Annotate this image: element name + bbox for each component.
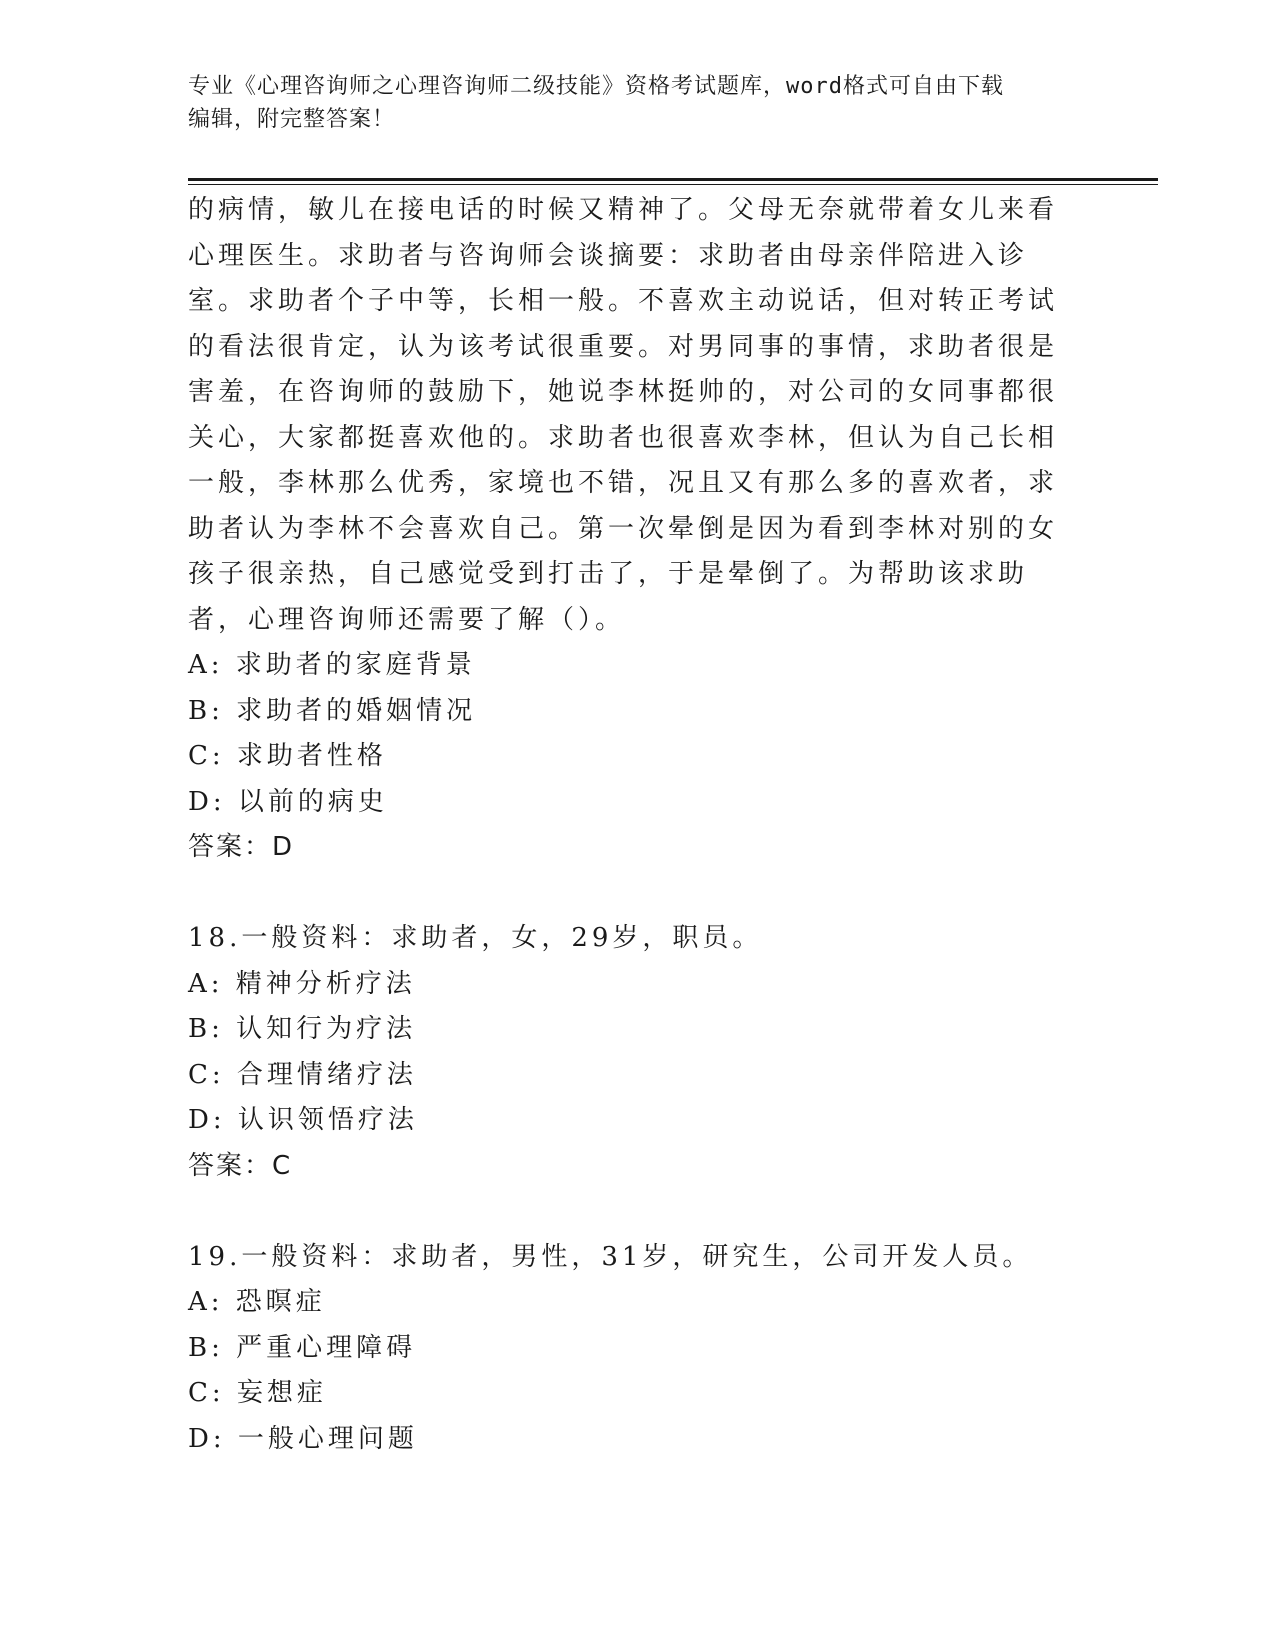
page-header xyxy=(188,70,1088,136)
option-b: B: 严重心理障碍 xyxy=(188,1332,417,1363)
option-b: B: 认知行为疗法 xyxy=(188,1014,417,1044)
spacer xyxy=(188,871,1068,917)
question-stem: 19.一般资料：求助者，男性，31岁，研究生，公司开发人员。 xyxy=(188,1241,1033,1272)
option-a: A: 求助者的家庭背景 xyxy=(188,650,476,680)
option-c: C: 求助者性格 xyxy=(188,741,387,771)
question-18 xyxy=(188,916,1068,1189)
spacer xyxy=(188,1189,1068,1235)
question-stem: 的病情，敏儿在接电话的时候又精神了。父母无奈就带着女儿来看心理医生。求助者与咨询师会谈摘要：求助者由母亲伴陪进入诊室。求助者个子中等，长相一般。不喜欢主动说话，但对转正考试的看法很肯定，认为该考试很重要。对男同事的事情，求助者很是害羞，在咨询师的鼓励下，她说李林挺帅的，对公司的女同事都很关心，大家都挺喜欢他的。求助者也很喜欢李林，但认为自己长相一般，李林那么优秀，家境也不错，况且又有那么多的喜欢者，求助者认为李林不会喜欢自己。第一次晕倒是因为看到李林对别的女孩子很亲热，自己感觉受到打击了，于是晕倒了。为帮助该求助者，心理咨询师还需要了解（）。 xyxy=(188,195,1059,635)
header-divider-thick xyxy=(188,178,1158,181)
question-19 xyxy=(188,1235,1068,1463)
answer-label: 答案：C xyxy=(188,1150,293,1181)
document-body xyxy=(188,188,1068,1462)
question-stem: 18.一般资料：求助者，女，29岁，职员。 xyxy=(188,923,763,953)
option-d: D: 以前的病史 xyxy=(188,786,388,817)
option-b: B: 求助者的婚姻情况 xyxy=(188,695,477,726)
option-c: C: 合理情绪疗法 xyxy=(188,1059,417,1090)
question-17 xyxy=(188,188,1068,871)
option-a: A: 精神分析疗法 xyxy=(188,968,416,999)
answer-label: 答案：D xyxy=(188,832,295,862)
header-line-2: 编辑，附完整答案！ xyxy=(188,107,396,132)
header-line-1: 专业《心理咨询师之心理咨询师二级技能》资格考试题库，word格式可自由下载 xyxy=(188,74,1004,99)
option-a: A: 恐暝症 xyxy=(188,1287,326,1317)
option-d: D: 认识领悟疗法 xyxy=(188,1105,418,1135)
header-divider-thin xyxy=(188,184,1158,185)
option-d: D: 一般心理问题 xyxy=(188,1423,418,1454)
option-c: C: 妄想症 xyxy=(188,1378,327,1408)
